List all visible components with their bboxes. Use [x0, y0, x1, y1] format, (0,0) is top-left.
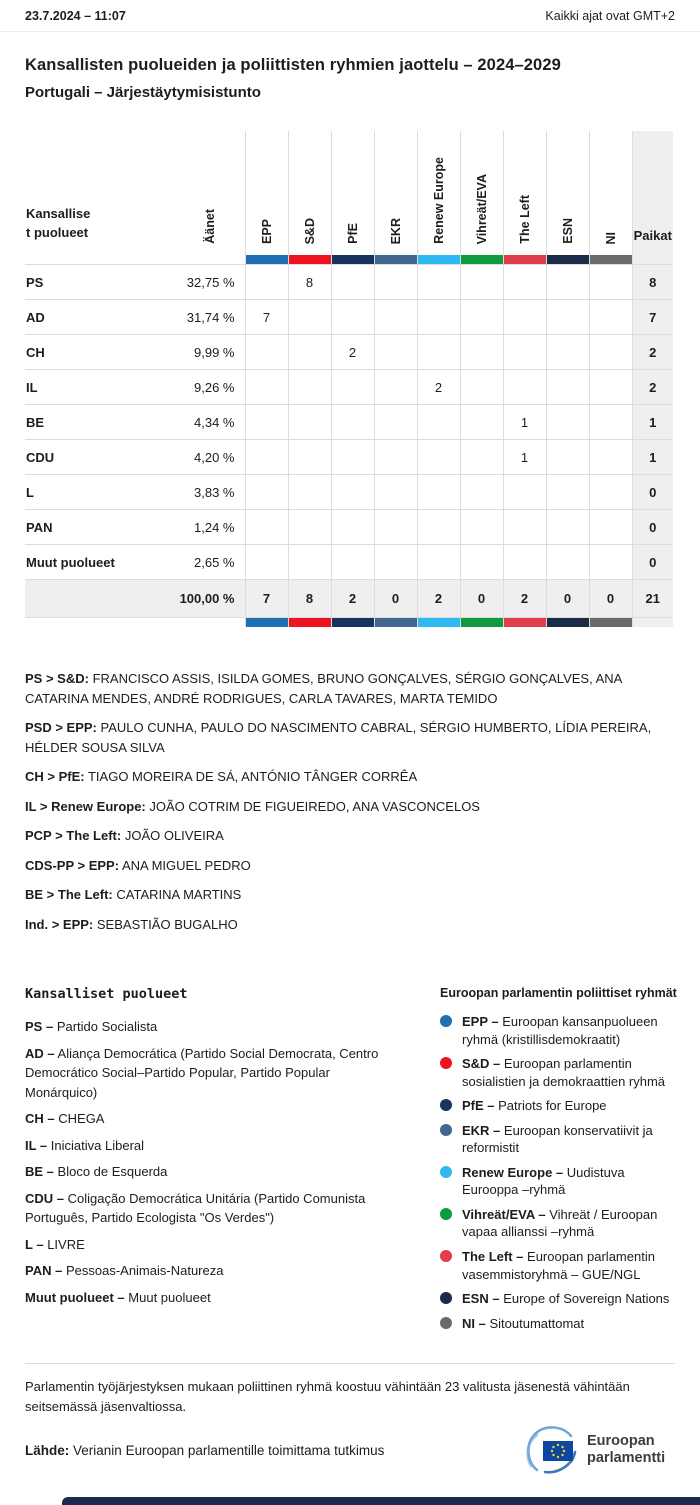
- group-seat-cell: [417, 440, 460, 475]
- group-seat-cell: [546, 440, 589, 475]
- group-seat-cell: [288, 475, 331, 510]
- color-bar-ni-bottom: [590, 618, 632, 627]
- color-bar-ni: [590, 255, 632, 264]
- group-seat-cell: 2: [417, 370, 460, 405]
- mep-list-item: [25, 767, 673, 787]
- footnote-section: [25, 1363, 675, 1416]
- group-seat-cell: [546, 545, 589, 580]
- total-group-seat-cell: 2: [503, 580, 546, 618]
- group-seat-cell: [589, 335, 632, 370]
- party-name-cell: AD: [25, 300, 175, 335]
- party-legend-item: [25, 1261, 417, 1281]
- group-seat-cell: [374, 370, 417, 405]
- group-color-dot: [440, 1124, 452, 1136]
- group-seat-cell: [589, 300, 632, 335]
- color-bar-pfe-bottom: [332, 618, 374, 627]
- mep-names: CATARINA MARTINS: [116, 887, 242, 902]
- group-seat-cell: [374, 545, 417, 580]
- color-bar-sd: [289, 255, 331, 264]
- party-name: Coligação Democrática Unitária (Partido Comunista Português, Partido Ecologista "Os Verdes"): [25, 1190, 366, 1225]
- group-seat-cell: 7: [245, 300, 288, 335]
- color-bar-ekr: [375, 255, 417, 264]
- column-header-votes: Äänet: [202, 209, 217, 244]
- color-bar-epp: [246, 255, 288, 264]
- source-label: Lähde:: [25, 1442, 70, 1458]
- party-legend-item: [25, 1109, 417, 1129]
- party-name-cell: IL: [25, 370, 175, 405]
- group-seat-cell: [460, 265, 503, 300]
- group-seat-cell: [288, 300, 331, 335]
- legend-national-parties: [25, 986, 417, 1339]
- legend: [25, 986, 675, 1339]
- party-row-be: [25, 405, 673, 440]
- votes-cell: 9,26 %: [175, 370, 245, 405]
- group-seat-cell: [374, 510, 417, 545]
- votes-cell: 9,99 %: [175, 335, 245, 370]
- group-seat-cell: [546, 300, 589, 335]
- total-group-seat-cell: 7: [245, 580, 288, 618]
- group-seat-cell: [589, 265, 632, 300]
- mep-names: FRANCISCO ASSIS, ISILDA GOMES, BRUNO GONÇALVES, SÉRGIO GONÇALVES, ANA CATARINA MENDES, ANDRÉ RODRIGUES, CARLA TAVARES, MARTA TEMIDO: [25, 671, 622, 706]
- group-name: Euroopan kansanpuolueen ryhmä (kristillisdemokraatit): [462, 1014, 658, 1047]
- group-seat-cell: [288, 370, 331, 405]
- group-seat-cell: [589, 510, 632, 545]
- ep-logo[interactable]: [523, 1426, 675, 1474]
- party-name: Aliança Democrática (Partido Social Democrata, Centro Democrático Social–Partido Popular, Partido Popular Monárquico): [25, 1045, 379, 1100]
- group-seat-cell: [589, 370, 632, 405]
- group-legend-item: [440, 1122, 675, 1157]
- group-name: Europe of Sovereign Nations: [503, 1291, 670, 1307]
- party-name: Bloco de Esquerda: [57, 1164, 168, 1179]
- group-seat-cell: [245, 370, 288, 405]
- party-code: AD –: [25, 1045, 55, 1061]
- legend-groups-title: Euroopan parlamentin poliittiset ryhmät: [440, 986, 677, 1000]
- group-seat-cell: [546, 405, 589, 440]
- group-name: Vihreät / Euroopan vapaa allianssi –ryhmä: [462, 1206, 658, 1240]
- mep-list-item: [25, 669, 673, 708]
- party-name-cell: CH: [25, 335, 175, 370]
- group-seat-cell: [245, 335, 288, 370]
- total-group-seat-cell: 8: [288, 580, 331, 618]
- group-seat-cell: [245, 440, 288, 475]
- group-color-bar-row-bottom: [25, 618, 673, 628]
- page: [0, 56, 700, 1474]
- seats-cell: 7: [632, 300, 673, 335]
- group-color-dot: [440, 1317, 452, 1329]
- group-color-dot: [440, 1015, 452, 1027]
- party-name-cell: PS: [25, 265, 175, 300]
- seats-cell: 8: [632, 265, 673, 300]
- group-seat-cell: [374, 475, 417, 510]
- group-seat-cell: [460, 335, 503, 370]
- group-name: Uudistuva Eurooppa –ryhmä: [462, 1164, 625, 1198]
- source-text: Verianin Euroopan parlamentille toimittama tutkimus: [73, 1442, 385, 1458]
- group-seat-cell: [503, 545, 546, 580]
- column-header-ni: NI: [603, 231, 618, 244]
- color-bar-ekr-bottom: [375, 618, 417, 627]
- group-seat-cell: [460, 370, 503, 405]
- total-group-seat-cell: 0: [460, 580, 503, 618]
- votes-cell: 1,24 %: [175, 510, 245, 545]
- party-name-cell: L: [25, 475, 175, 510]
- group-seat-cell: [288, 510, 331, 545]
- group-seat-cell: [288, 405, 331, 440]
- group-seat-cell: [589, 405, 632, 440]
- party-legend-item: [25, 1136, 417, 1156]
- color-bar-left-bottom: [504, 618, 546, 627]
- votes-cell: 3,83 %: [175, 475, 245, 510]
- total-votes-cell: 100,00 %: [175, 580, 245, 618]
- color-bar-left: [504, 255, 546, 264]
- party-name: Iniciativa Liberal: [50, 1137, 145, 1153]
- color-bar-epp-bottom: [246, 618, 288, 627]
- mep-names: TIAGO MOREIRA DE SÁ, ANTÓNIO TÂNGER CORRÊA: [87, 769, 418, 784]
- mep-list-item: [25, 915, 673, 935]
- mep-names: PAULO CUNHA, PAULO DO NASCIMENTO CABRAL, SÉRGIO HUMBERTO, LÍDIA PEREIRA, HÉLDER SOUSA SILVA: [25, 720, 652, 755]
- mep-list-item: [25, 718, 673, 757]
- votes-cell: 2,65 %: [175, 545, 245, 580]
- group-seat-cell: [546, 265, 589, 300]
- party-legend-item: [25, 1288, 417, 1308]
- mep-mapping: Ind. > EPP:: [25, 916, 94, 932]
- color-bar-pfe: [332, 255, 374, 264]
- group-seat-cell: [417, 335, 460, 370]
- party-row-ad: [25, 300, 673, 335]
- group-seat-cell: [546, 370, 589, 405]
- party-name-cell: BE: [25, 405, 175, 440]
- mep-names: ANA MIGUEL PEDRO: [121, 857, 251, 873]
- group-legend-item: [440, 1290, 675, 1308]
- mep-mapping: PCP > The Left:: [25, 828, 122, 843]
- column-header-sd: S&D: [302, 217, 317, 244]
- seats-cell: 0: [632, 545, 673, 580]
- group-seat-cell: [331, 300, 374, 335]
- group-legend-item: [440, 1315, 675, 1333]
- color-bar-renew-bottom: [418, 618, 460, 627]
- group-color-bar-row-top: [25, 255, 673, 265]
- group-code: PfE –: [462, 1098, 495, 1114]
- group-seat-cell: 1: [503, 405, 546, 440]
- group-seat-cell: [374, 300, 417, 335]
- group-code: Vihreät/EVA –: [462, 1206, 546, 1222]
- group-seat-cell: 2: [331, 335, 374, 370]
- party-name-cell: PAN: [25, 510, 175, 545]
- bottom-row: [25, 1426, 675, 1474]
- party-code: Muut puolueet –: [25, 1289, 125, 1305]
- color-bar-renew: [418, 255, 460, 264]
- group-seat-cell: [460, 475, 503, 510]
- mep-names: JOÃO COTRIM DE FIGUEIREDO, ANA VASCONCELOS: [149, 798, 480, 814]
- total-empty-cell: [25, 580, 175, 618]
- color-bar-sd-bottom: [289, 618, 331, 627]
- group-seat-cell: [374, 405, 417, 440]
- group-color-dot: [440, 1099, 452, 1111]
- mep-list-item: [25, 885, 673, 905]
- group-seat-cell: [245, 545, 288, 580]
- mep-mapping: PSD > EPP:: [25, 720, 97, 735]
- footnote: Parlamentin työjärjestyksen mukaan poliittinen ryhmä koostuu vähintään 23 valitusta jäsenestä vähintään seitsemässä jäsenvaltiossa.: [25, 1379, 630, 1414]
- group-legend-item: [440, 1248, 675, 1283]
- mep-names: JOÃO OLIVEIRA: [124, 828, 224, 843]
- group-seat-cell: 1: [503, 440, 546, 475]
- party-row-l: [25, 475, 673, 510]
- party-row-pan: [25, 510, 673, 545]
- column-header-epp: EPP: [259, 218, 274, 244]
- group-seat-cell: [288, 440, 331, 475]
- group-seat-cell: [546, 335, 589, 370]
- party-code: L –: [25, 1236, 44, 1252]
- group-code: EKR –: [462, 1122, 501, 1138]
- group-seat-cell: [589, 545, 632, 580]
- ep-logo-text: Euroopan parlamentti: [587, 1432, 666, 1467]
- group-seat-cell: [331, 265, 374, 300]
- group-seat-cell: [589, 440, 632, 475]
- party-row-ps: [25, 265, 673, 300]
- group-name: Sitoutumattomat: [489, 1315, 585, 1331]
- group-seat-cell: [589, 475, 632, 510]
- column-header-renew: Renew Europe: [431, 157, 446, 244]
- column-header-pfe: PfE: [345, 223, 360, 244]
- party-legend-item: [25, 1017, 417, 1037]
- group-seat-cell: [245, 510, 288, 545]
- group-name: Euroopan parlamentin sosialistien ja demokraattien ryhmä: [462, 1056, 666, 1089]
- party-name: LIVRE: [47, 1236, 85, 1252]
- mep-mapping: CDS-PP > EPP:: [25, 857, 120, 873]
- group-seat-cell: [503, 370, 546, 405]
- votes-cell: 32,75 %: [175, 265, 245, 300]
- mep-mapping: BE > The Left:: [25, 887, 113, 902]
- group-code: Renew Europe –: [462, 1164, 564, 1180]
- group-code: S&D –: [462, 1056, 501, 1072]
- color-bar-esn: [547, 255, 589, 264]
- mep-mapping: CH > PfE:: [25, 769, 85, 784]
- group-seat-cell: [503, 510, 546, 545]
- party-legend-item: [25, 1189, 417, 1228]
- total-seats-cell: 21: [632, 580, 673, 618]
- group-seat-cell: [417, 475, 460, 510]
- mep-lists: [25, 669, 675, 934]
- page-subtitle: Portugali – Järjestäytymisistunto: [25, 84, 261, 101]
- group-seat-cell: [417, 265, 460, 300]
- legend-parties-title: Kansalliset puolueet: [25, 986, 188, 1002]
- group-code: The Left –: [462, 1249, 524, 1265]
- party-name: Muut puolueet: [128, 1289, 211, 1305]
- group-seat-cell: [460, 405, 503, 440]
- seats-cell: 0: [632, 475, 673, 510]
- seats-table: [25, 131, 673, 627]
- group-seat-cell: [331, 370, 374, 405]
- topbar: [0, 0, 700, 32]
- seats-cell: 0: [632, 510, 673, 545]
- group-code: NI –: [462, 1315, 486, 1331]
- party-code: CH –: [25, 1111, 55, 1126]
- ep-logo-icon: [523, 1426, 579, 1474]
- group-seat-cell: [460, 300, 503, 335]
- mep-mapping: IL > Renew Europe:: [25, 798, 146, 814]
- column-header-ekr: EKR: [388, 217, 403, 244]
- group-seat-cell: [460, 545, 503, 580]
- party-name: Partido Socialista: [56, 1019, 158, 1034]
- table-header-row: [25, 131, 673, 255]
- color-bar-greens-bottom: [461, 618, 503, 627]
- group-color-dot: [440, 1208, 452, 1220]
- party-row-ch: [25, 335, 673, 370]
- group-code: EPP –: [462, 1014, 499, 1029]
- page-title: Kansallisten puolueiden ja poliittisten ryhmien jaottelu – 2024–2029: [25, 56, 561, 74]
- total-group-seat-cell: 2: [331, 580, 374, 618]
- column-header-left: The Left: [517, 195, 532, 244]
- group-seat-cell: [503, 265, 546, 300]
- party-code: CDU –: [25, 1190, 65, 1206]
- group-seat-cell: [460, 510, 503, 545]
- group-legend-item: [440, 1097, 675, 1115]
- column-header-greens: Vihreät/EVA: [474, 173, 489, 244]
- party-name: CHEGA: [58, 1111, 105, 1126]
- group-seat-cell: [374, 265, 417, 300]
- group-seat-cell: [331, 475, 374, 510]
- group-code: ESN –: [462, 1291, 500, 1307]
- seats-cell: 2: [632, 370, 673, 405]
- votes-cell: 31,74 %: [175, 300, 245, 335]
- group-seat-cell: [460, 440, 503, 475]
- group-seat-cell: [417, 545, 460, 580]
- color-bar-greens: [461, 255, 503, 264]
- group-seat-cell: [374, 440, 417, 475]
- party-name-cell: CDU: [25, 440, 175, 475]
- group-color-dot: [440, 1166, 452, 1178]
- party-name-cell: Muut puolueet: [25, 545, 175, 580]
- group-seat-cell: [331, 440, 374, 475]
- group-legend-item: [440, 1206, 675, 1241]
- group-name: Euroopan konservatiivit ja reformistit: [462, 1122, 653, 1156]
- total-group-seat-cell: 0: [546, 580, 589, 618]
- group-seat-cell: [546, 475, 589, 510]
- party-legend-item: [25, 1162, 417, 1182]
- bottom-bar: [62, 1497, 700, 1505]
- group-seat-cell: [503, 300, 546, 335]
- group-seat-cell: [245, 405, 288, 440]
- group-name: Patriots for Europe: [498, 1098, 607, 1114]
- mep-list-item: [25, 856, 673, 876]
- party-name: Pessoas-Animais-Natureza: [65, 1263, 224, 1278]
- color-bar-esn-bottom: [547, 618, 589, 627]
- group-seat-cell: [331, 510, 374, 545]
- group-color-dot: [440, 1057, 452, 1069]
- party-code: PS –: [25, 1019, 54, 1034]
- seats-cell: 2: [632, 335, 673, 370]
- party-legend-item: [25, 1235, 417, 1255]
- mep-mapping: PS > S&D:: [25, 671, 89, 686]
- group-seat-cell: [245, 265, 288, 300]
- source-line: [25, 1443, 384, 1458]
- group-seat-cell: [503, 335, 546, 370]
- party-row-cdu: [25, 440, 673, 475]
- votes-cell: 4,34 %: [175, 405, 245, 440]
- mep-names: SEBASTIÃO BUGALHO: [96, 916, 238, 932]
- group-seat-cell: [417, 405, 460, 440]
- party-code: IL –: [25, 1137, 48, 1153]
- group-legend-item: [440, 1055, 675, 1090]
- group-seat-cell: [503, 475, 546, 510]
- total-group-seat-cell: 0: [589, 580, 632, 618]
- group-seat-cell: [288, 335, 331, 370]
- group-seat-cell: [331, 545, 374, 580]
- party-code: PAN –: [25, 1263, 63, 1278]
- group-seat-cell: [374, 335, 417, 370]
- group-seat-cell: 8: [288, 265, 331, 300]
- column-header-seats: Paikat: [633, 228, 672, 243]
- group-seat-cell: [546, 510, 589, 545]
- seats-cell: 1: [632, 405, 673, 440]
- group-legend-item: [440, 1013, 675, 1048]
- group-seat-cell: [417, 510, 460, 545]
- datetime-label: 23.7.2024 – 11:07: [25, 9, 126, 23]
- group-seat-cell: [288, 545, 331, 580]
- party-legend-item: [25, 1044, 417, 1103]
- column-header-esn: ESN: [560, 218, 575, 244]
- timezone-note: Kaikki ajat ovat GMT+2: [545, 9, 675, 23]
- group-name: Euroopan parlamentin vasemmistoryhmä – GUE/NGL: [462, 1249, 655, 1282]
- group-color-dot: [440, 1292, 452, 1304]
- mep-list-item: [25, 797, 673, 817]
- party-row-il: [25, 370, 673, 405]
- total-row: [25, 580, 673, 618]
- group-legend-item: [440, 1164, 675, 1199]
- party-code: BE –: [25, 1164, 54, 1179]
- group-seat-cell: [245, 475, 288, 510]
- table-corner-label: Kansalliset puolueet: [26, 206, 91, 241]
- seats-cell: 1: [632, 440, 673, 475]
- total-group-seat-cell: 0: [374, 580, 417, 618]
- votes-cell: 4,20 %: [175, 440, 245, 475]
- total-group-seat-cell: 2: [417, 580, 460, 618]
- legend-political-groups: [440, 986, 675, 1339]
- party-row-other: [25, 545, 673, 580]
- group-seat-cell: [417, 300, 460, 335]
- group-color-dot: [440, 1250, 452, 1262]
- mep-list-item: [25, 826, 673, 846]
- group-seat-cell: [331, 405, 374, 440]
